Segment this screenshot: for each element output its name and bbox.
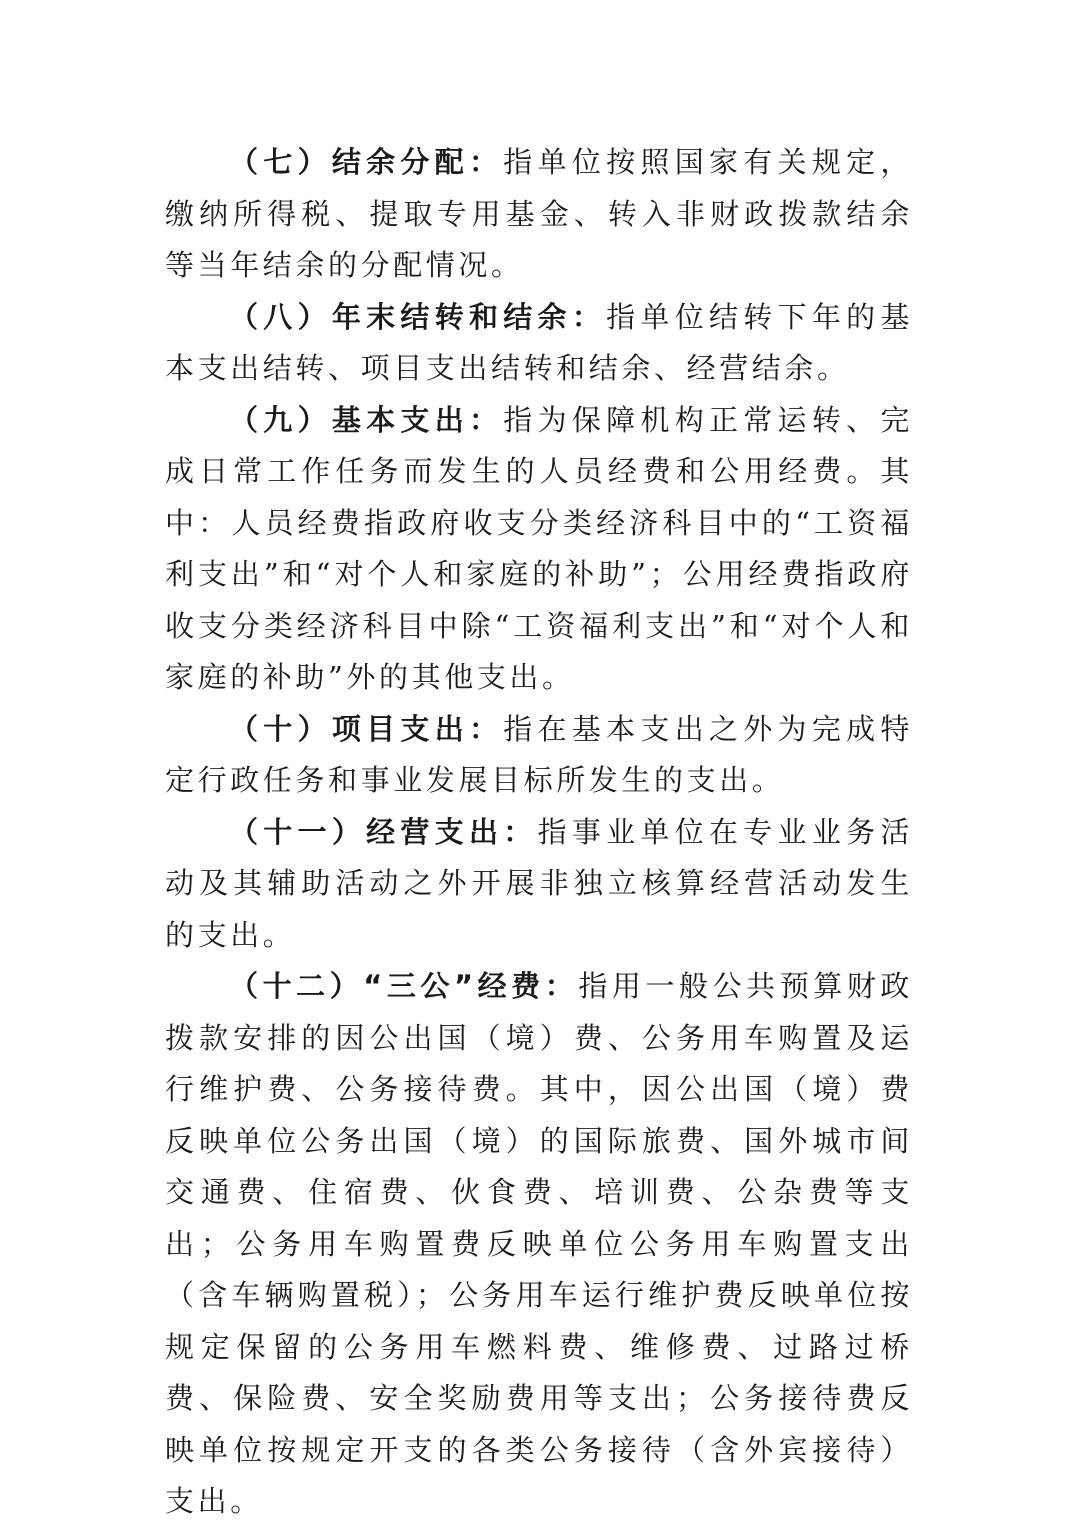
- term-heading: （八）年末结转和结余：: [229, 299, 607, 334]
- term-heading: （十）项目支出：: [229, 711, 504, 746]
- term-heading: （七）结余分配：: [229, 145, 504, 179]
- term-definition: 指单位按照国家有关规定，缴纳所得税、提取专用基金、转入非财政拨款结余等当年结余的分配情况。: [165, 145, 913, 282]
- paragraph-eight: [165, 292, 913, 395]
- term-heading: （九）基本支出：: [229, 402, 504, 437]
- term-definition: 指事业单位在专业业务活动及其辅助活动之外开展非独立核算经营活动发生的支出。: [165, 814, 913, 952]
- term-definition: 指用一般公共预算财政拨款安排的因公出国（境）费、公务用车购置及运行维护费、公务接待费。其中，因公出国（境）费反映单位公务出国（境）的国际旅费、国外城市间交通费、住宿费、伙食费、培训费、公杂费等支出；公务用车购置费反映单位公务用车购置支出（含车辆购置税）；公务用车运行维护费反映单位按规定保留的公务用车燃料费、维修费、过路过桥费、保险费、安全奖励费用等支出；公务接待费反映单位按规定开支的各类公务接待（含外宾接待）支出。: [165, 969, 913, 1518]
- term-heading: （十二）“三公”经费：: [229, 969, 579, 1003]
- paragraph-seven: [165, 137, 913, 292]
- term-definition: 指在基本支出之外为完成特定行政任务和事业发展目标所发生的支出。: [165, 711, 913, 797]
- term-definition: 指单位结转下年的基本支出结转、项目支出结转和结余、经营结余。: [165, 299, 913, 385]
- paragraph-eleven: [165, 807, 913, 962]
- term-heading: （十一）经营支出：: [229, 814, 538, 849]
- term-definition: 指为保障机构正常运转、完成日常工作任务而发生的人员经费和公用经费。其中：人员经费指政府收支分类经济科目中的“工资福利支出”和“对个人和家庭的补助”；公用经费指政府收支分类经济科目中除“工资福利支出”和“对个人和家庭的补助”外的其他支出。: [165, 402, 913, 694]
- document-body: [165, 137, 913, 1528]
- paragraph-ten: [165, 704, 913, 807]
- paragraph-nine: [165, 395, 913, 704]
- paragraph-twelve: [165, 961, 913, 1528]
